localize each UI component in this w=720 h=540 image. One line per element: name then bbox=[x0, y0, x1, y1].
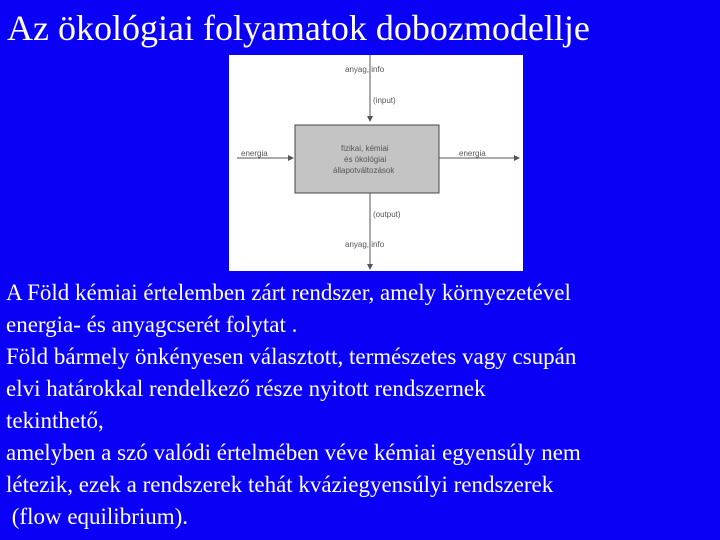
input-label: (input) bbox=[373, 96, 396, 105]
process-box-line-2: és ökológiai bbox=[344, 155, 387, 164]
output-label: (output) bbox=[373, 210, 401, 219]
box-model-svg bbox=[229, 55, 523, 271]
body-line: (flow equilibrium). bbox=[6, 504, 189, 529]
process-box-line-3: állapotváltozások bbox=[333, 166, 395, 175]
body-line: amelyben a szó valódi értelmében véve kémiai egyensúly nem bbox=[6, 440, 581, 465]
body-line: energia- és anyagcserét folytat . bbox=[6, 312, 298, 337]
body-line: elvi határokkal rendelkező része nyitott rendszernek bbox=[6, 376, 486, 401]
top-inflow-label: anyag, info bbox=[345, 65, 385, 74]
process-box-line-1: fizikai, kémiai bbox=[341, 144, 389, 153]
body-line: tekinthető, bbox=[6, 408, 104, 433]
slide-title: Az ökológiai folyamatok dobozmodellje bbox=[7, 8, 590, 48]
bottom-outflow-label: anyag, info bbox=[345, 240, 385, 249]
body-line: létezik, ezek a rendszerek tehát kváziegyensúlyi rendszerek bbox=[6, 472, 554, 497]
body-line: A Föld kémiai értelemben zárt rendszer, amely környezetével bbox=[6, 280, 571, 305]
body-line: Föld bármely önkényesen választott, természetes vagy csupán bbox=[6, 344, 577, 369]
body-text bbox=[6, 277, 718, 533]
box-model-diagram bbox=[229, 55, 523, 271]
right-outflow-label: energia bbox=[459, 149, 486, 158]
left-inflow-label: energia bbox=[241, 149, 268, 158]
